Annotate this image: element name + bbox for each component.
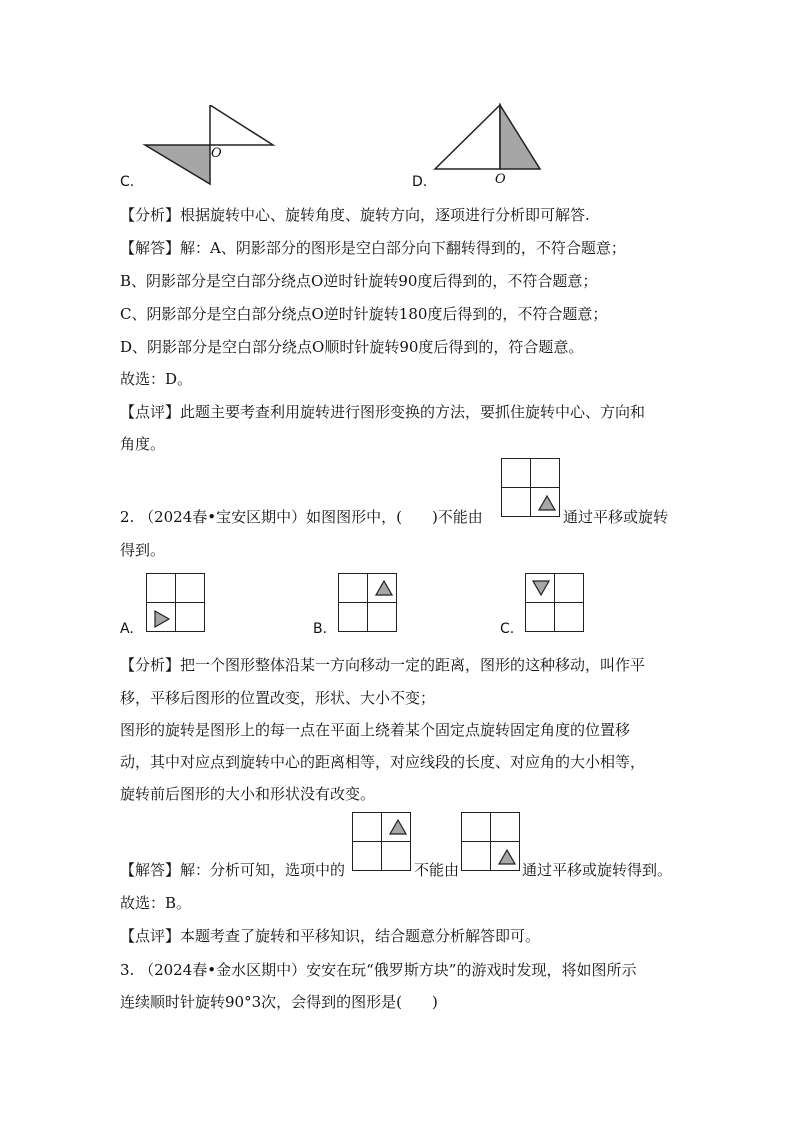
q2-option-c-label: C. xyxy=(500,621,515,637)
triangle-right-icon xyxy=(153,610,171,628)
q3-stem-1: 3. （2024春•金水区期中）安安在玩“俄罗斯方块”的游戏时发现，将如图所示 xyxy=(120,961,637,979)
triangle-up-icon xyxy=(389,819,407,835)
triangle-up-icon xyxy=(375,580,393,596)
q2-stem-part1: 2. （2024春•宝安区期中）如图图形中，( )不能由 xyxy=(120,508,483,526)
q2-reference-grid xyxy=(501,458,560,517)
q2-analysis-5: 旋转前后图形的大小和形状没有改变。 xyxy=(120,785,376,803)
q1-solution-c: C、阴影部分是空白部分绕点O逆时针旋转180度后得到的，不符合题意； xyxy=(120,305,608,323)
q2-comment: 【点评】本题考查了旋转和平移知识，结合题意分析解答即可。 xyxy=(120,927,541,945)
q1-solution-a: 【解答】解：A、阴影部分的图形是空白部分向下翻转得到的，不符合题意； xyxy=(120,239,626,257)
triangle-up-icon xyxy=(538,495,556,511)
q3-stem-2: 连续顺时针旋转90°3次，会得到的图形是( ) xyxy=(120,993,438,1011)
q2-option-a-grid xyxy=(146,573,205,632)
q2-option-b-grid xyxy=(338,573,397,632)
q2-stem-line2: 得到。 xyxy=(120,541,166,559)
q2-solution-part1: 【解答】解：分析可知，选项中的 xyxy=(120,861,346,879)
figure-option-c xyxy=(140,105,280,190)
triangle-down-icon xyxy=(532,580,550,596)
q2-analysis-3: 图形的旋转是图形上的每一点在平面上绕着某个固定点旋转固定角度的位置移 xyxy=(120,721,631,739)
q1-comment-1: 【点评】此题主要考查利用旋转进行图形变换的方法，要抓住旋转中心、方向和 xyxy=(120,403,646,421)
q2-analysis-1: 【分析】把一个图形整体沿某一方向移动一定的距离，图形的这种移动，叫作平 xyxy=(120,656,646,674)
figure-option-d xyxy=(430,100,550,175)
q1-solution-b: B、阴影部分是空白部分绕点O逆时针旋转90度后得到的，不符合题意； xyxy=(120,272,598,290)
q2-stem-part2: 通过平移或旋转 xyxy=(563,508,669,526)
q1-solution-d: D、阴影部分是空白部分绕点O顺时针旋转90度后得到的，符合题意。 xyxy=(120,338,584,356)
q1-comment-2: 角度。 xyxy=(120,435,166,453)
point-o-label-c: O xyxy=(211,146,222,161)
point-o-label-d: O xyxy=(495,172,506,187)
q2-option-c-grid xyxy=(525,573,584,632)
triangle-up-icon xyxy=(498,849,516,865)
q1-analysis: 【分析】根据旋转中心、旋转角度、旋转方向，逐项进行分析即可解答. xyxy=(120,206,590,224)
q2-solution-grid-b xyxy=(352,812,411,871)
q2-choice: 故选：B。 xyxy=(120,894,192,912)
q2-solution-part2: 不能由 xyxy=(414,861,460,879)
q2-solution-part3: 通过平移或旋转得到。 xyxy=(522,861,673,879)
option-d-label: D. xyxy=(412,174,428,190)
q2-solution-grid-ref xyxy=(461,812,520,871)
q2-option-a-label: A. xyxy=(120,621,134,637)
q2-analysis-2: 移，平移后图形的位置改变，形状、大小不变； xyxy=(120,689,436,707)
option-c-label: C. xyxy=(120,174,135,190)
q1-choice: 故选：D。 xyxy=(120,370,193,388)
q2-analysis-4: 动，其中对应点到旋转中心的距离相等，对应线段的长度、对应角的大小相等， xyxy=(120,753,646,771)
q2-option-b-label: B. xyxy=(313,621,328,637)
